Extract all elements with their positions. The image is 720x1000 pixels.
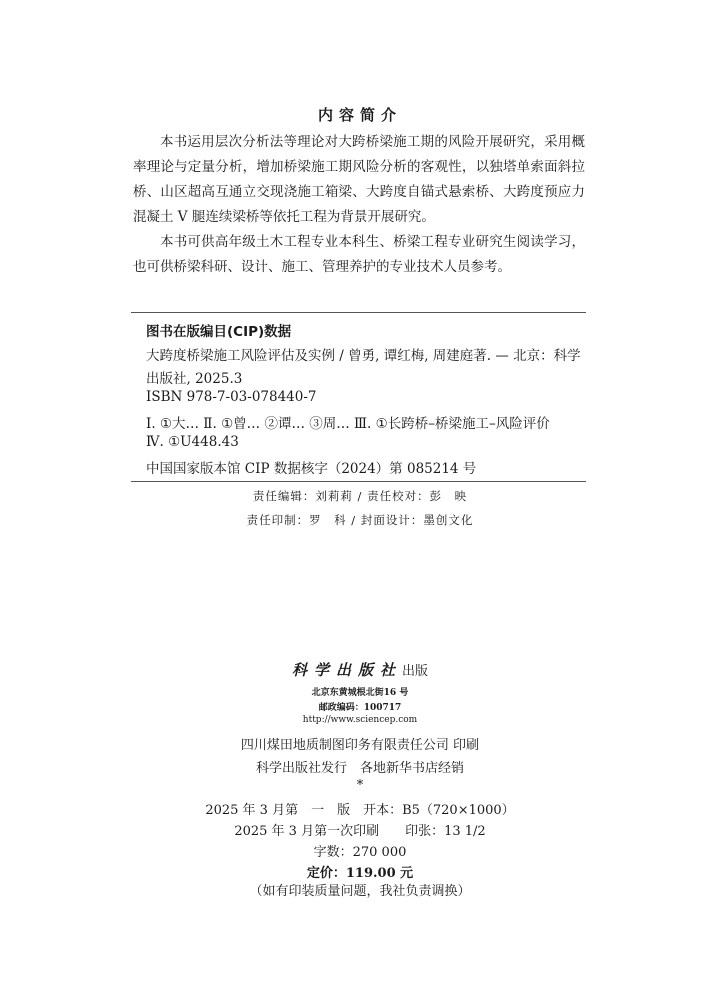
summary-title: 内容简介 (317, 106, 402, 124)
summary-p2-line: 本书可供高年级土木工程专业本科生、桥梁工程专业研究生阅读学习， (160, 234, 585, 250)
summary-p1-line: 概率理论与定量分析，增加桥梁施工期风险分析的客观性，以独塔单索面 (133, 134, 585, 175)
price: 定价：119.00 元 (306, 866, 414, 881)
credits-production: 责任印制：罗 科 / 封面设计：墨创文化 (246, 513, 474, 527)
publisher-address: 北京东黄城根北街16 号 (311, 688, 409, 698)
publisher-line (0, 659, 720, 680)
cip-header: 图书在版编目(CIP)数据 (146, 324, 292, 340)
publisher-url: http://www.sciencep.com (302, 715, 418, 725)
cip-classification-2: Ⅳ. ①U448.43 (146, 434, 239, 450)
publisher-suffix: 出版 (402, 664, 429, 679)
summary-p1-line: 本书运用层次分析法等理论对大跨桥梁施工期的风险开展研究，采用 (160, 134, 572, 150)
cip-classification-1: Ⅰ. ①大… Ⅱ. ①曾… ②谭… ③周… Ⅲ. ①长跨桥–桥梁施工–风险评价 (146, 416, 550, 432)
summary-p1-line: 预应力混凝土 V 腿连续梁桥等依托工程为背景开展研究。 (133, 184, 585, 225)
summary-p2-line: 也可供桥梁科研、设计、施工、管理养护的专业技术人员参考。 (133, 259, 511, 275)
edition-line: 2025 年 3 月第 一 版 开本：B5（720×1000） (205, 803, 515, 818)
cip-isbn: ISBN 978-7-03-078440-7 (146, 389, 317, 405)
cip-title-line: 大跨度桥梁施工风险评估及实例 / 曾勇, 谭红梅, 周建庭著. — 北京：科学 (146, 348, 581, 364)
cip-title-line-2: 出版社, 2025.3 (146, 371, 243, 387)
cip-library-record: 中国国家版本馆 CIP 数据核字（2024）第 085214 号 (146, 461, 477, 477)
summary-p1-line: 斜拉桥、山区超高互通立交现浇施工箱梁、大跨度自锚式悬索桥、大跨度 (133, 159, 585, 200)
quality-note: （如有印装质量问题，我社负责调换） (249, 884, 471, 899)
word-count: 字数：270 000 (313, 845, 407, 860)
printing-line: 2025 年 3 月第一次印刷 印张：13 1/2 (234, 824, 486, 839)
publisher-logo: 科学出版社 (291, 661, 402, 679)
separator-star: * (356, 778, 364, 793)
summary-paragraph-2 (133, 230, 585, 280)
cip-bottom-rule (131, 481, 586, 482)
publisher-postcode: 邮政编码：100717 (318, 703, 402, 713)
credits-editors: 责任编辑：刘莉莉 / 责任校对：彭 映 (252, 489, 468, 503)
cip-top-rule (131, 312, 586, 313)
printer-line: 四川煤田地质制图印务有限责任公司 印刷 (240, 738, 480, 753)
distribution-line: 科学出版社发行 各地新华书店经销 (255, 761, 464, 776)
summary-paragraph-1 (133, 130, 585, 230)
